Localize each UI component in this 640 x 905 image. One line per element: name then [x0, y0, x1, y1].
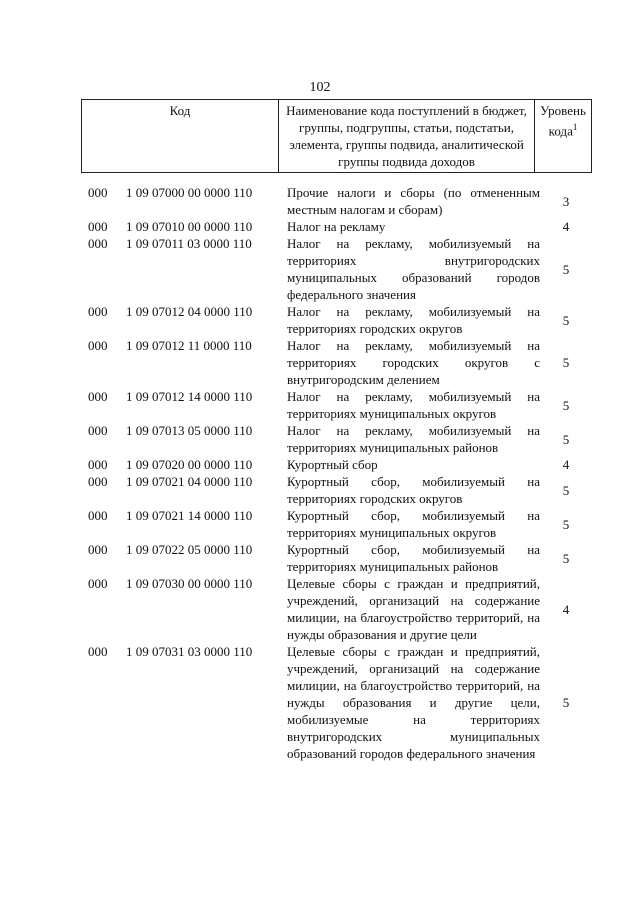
row-code: 1 09 07030 00 0000 110 [126, 576, 253, 591]
row-code: 1 09 07011 03 0000 110 [126, 236, 252, 251]
row-name: Курортный сбор, мобилизуемый на территориях городских округов [287, 474, 540, 506]
row-code: 1 09 07013 05 0000 110 [126, 423, 253, 438]
row-admin-code: 000 [88, 389, 108, 404]
row-code: 1 09 07031 03 0000 110 [126, 644, 253, 659]
header-level-label: Уровень кода [540, 103, 586, 139]
row-admin-code: 000 [88, 219, 108, 234]
row-level: 5 [562, 397, 570, 413]
row-level: 5 [562, 355, 570, 370]
row-code: 1 09 07012 14 0000 110 [126, 389, 253, 404]
row-name: Целевые сборы с граждан и предприятий, учреждений, организаций на содержание милиции, на благоустройство территорий, на нужды образования и другие цели [287, 576, 540, 642]
table-row [81, 643, 592, 762]
row-level: 3 [562, 193, 570, 209]
row-admin-code: 000 [88, 236, 108, 251]
row-admin-code: 000 [88, 304, 108, 319]
table-row [81, 456, 592, 473]
header-name: Наименование кода поступлений в бюджет, группы, подгруппы, статьи, подстатьи, элемента, группы подвида, аналитической группы подвида доходов [279, 100, 535, 173]
row-level: 5 [562, 482, 570, 498]
table-header [81, 99, 592, 173]
row-code: 1 09 07012 11 0000 110 [126, 338, 252, 353]
table-row [81, 575, 592, 643]
row-code: 1 09 07000 00 0000 110 [126, 185, 253, 200]
table-row [81, 218, 592, 235]
row-name: Прочие налоги и сборы (по отмененным местным налогам и сборам) [287, 185, 540, 217]
row-code: 1 09 07022 05 0000 110 [126, 542, 253, 557]
row-admin-code: 000 [88, 474, 108, 489]
table-row [81, 507, 592, 541]
header-kod: Код [82, 100, 279, 173]
row-level: 5 [562, 431, 570, 447]
row-code: 1 09 07021 04 0000 110 [126, 474, 253, 489]
table-row [81, 337, 592, 388]
row-level: 5 [562, 516, 570, 532]
row-code: 1 09 07012 04 0000 110 [126, 304, 253, 319]
row-level: 5 [562, 312, 570, 328]
row-code: 1 09 07021 14 0000 110 [126, 508, 253, 523]
row-name: Курортный сбор [287, 457, 378, 472]
row-code: 1 09 07020 00 0000 110 [126, 457, 253, 472]
row-admin-code: 000 [88, 508, 108, 523]
row-name: Целевые сборы с граждан и предприятий, учреждений, организаций на содержание милиции, на благоустройство территорий, на нужды образования и другие цели, мобилизуемые на территориях внутригородских муниципальных образований городов федерального значения [287, 644, 540, 761]
row-name: Налог на рекламу, мобилизуемый на территориях внутригородских муниципальных образований городов федерального значения [287, 236, 540, 302]
row-admin-code: 000 [88, 423, 108, 438]
row-name: Налог на рекламу, мобилизуемый на территориях муниципальных районов [287, 423, 540, 455]
table-row [81, 303, 592, 337]
row-admin-code: 000 [88, 576, 108, 591]
row-admin-code: 000 [88, 457, 108, 472]
table-row [81, 184, 592, 218]
row-level: 5 [562, 695, 570, 710]
table-body [81, 184, 592, 762]
header-level [535, 100, 592, 173]
row-code: 1 09 07010 00 0000 110 [126, 219, 253, 234]
table-row [81, 541, 592, 575]
row-level: 4 [562, 219, 570, 234]
row-admin-code: 000 [88, 542, 108, 557]
row-admin-code: 000 [88, 644, 108, 659]
row-name: Налог на рекламу, мобилизуемый на территориях городских округов с внутригородским делением [287, 338, 540, 387]
row-level: 4 [562, 601, 570, 617]
row-admin-code: 000 [88, 185, 108, 200]
page-number: 102 [309, 80, 331, 95]
row-name: Налог на рекламу, мобилизуемый на территориях муниципальных округов [287, 389, 540, 421]
footnote-marker: 1 [572, 122, 578, 132]
table-row [81, 473, 592, 507]
table-row [81, 235, 592, 303]
row-admin-code: 000 [88, 338, 108, 353]
table-row [81, 422, 592, 456]
row-name: Налог на рекламу, мобилизуемый на территориях городских округов [287, 304, 540, 336]
row-level: 5 [562, 550, 570, 566]
row-level: 4 [562, 457, 570, 472]
row-name: Курортный сбор, мобилизуемый на территориях муниципальных районов [287, 542, 540, 574]
row-level: 5 [562, 261, 570, 277]
row-name: Налог на рекламу [287, 219, 386, 234]
row-name: Курортный сбор, мобилизуемый на территориях муниципальных округов [287, 508, 540, 540]
table-row [81, 388, 592, 422]
